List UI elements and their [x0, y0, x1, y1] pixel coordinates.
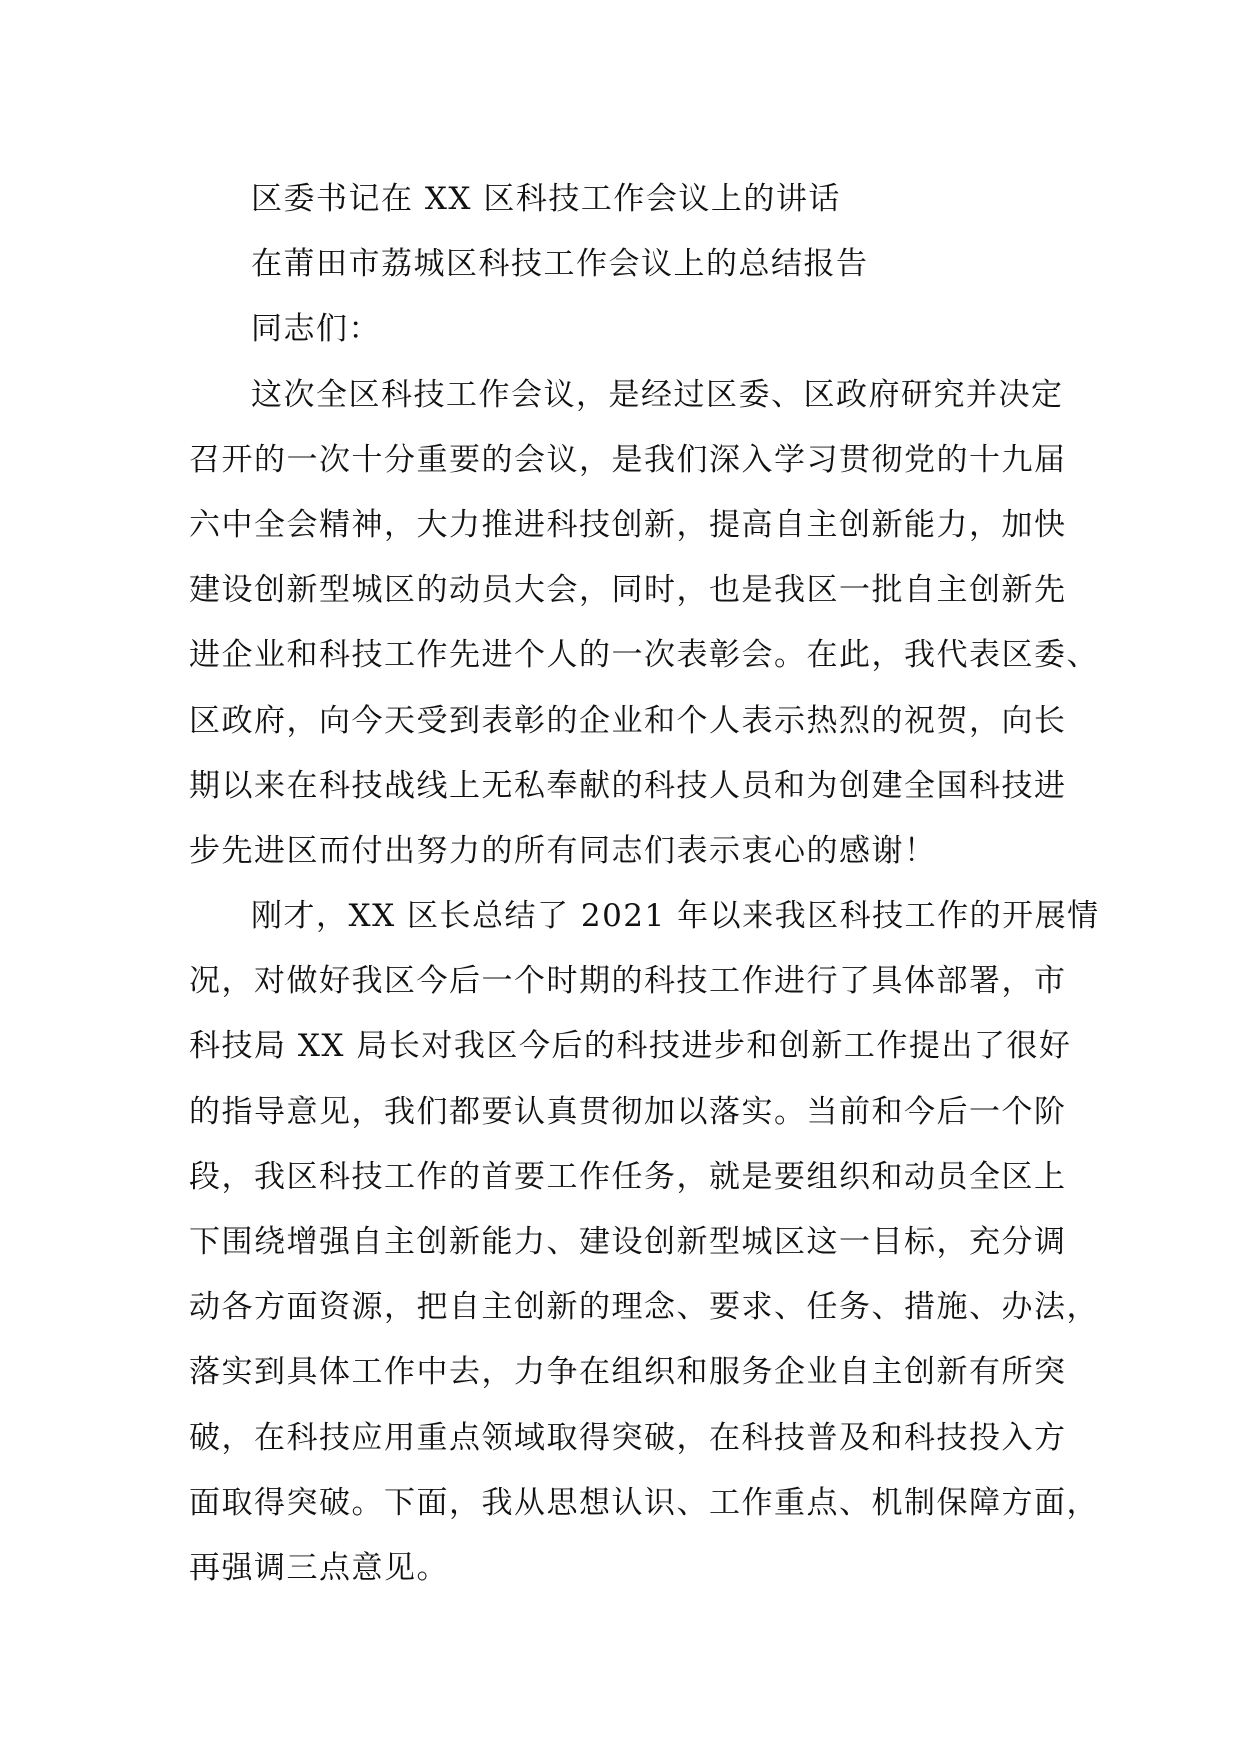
- paragraph-line: 刚才，XX 区长总结了 2021 年以来我区科技工作的开展情: [251, 898, 1100, 935]
- paragraph-line: 进企业和科技工作先进个人的一次表彰会。在此，我代表区委、: [189, 637, 1099, 674]
- paragraph-line: 落实到具体工作中去，力争在组织和服务企业自主创新有所突: [189, 1354, 1067, 1391]
- paragraph-line: 破，在科技应用重点领域取得突破，在科技普及和科技投入方: [189, 1419, 1067, 1456]
- paragraph-line: 六中全会精神，大力推进科技创新，提高自主创新能力，加快: [189, 506, 1067, 543]
- paragraph-line: 步先进区而付出努力的所有同志们表示衷心的感谢！: [189, 832, 937, 869]
- document-body: [189, 167, 1100, 1601]
- paragraph-line: 段，我区科技工作的首要工作任务，就是要组织和动员全区上: [189, 1158, 1067, 1195]
- paragraph-line: 期以来在科技战线上无私奉献的科技人员和为创建全国科技进: [189, 767, 1067, 804]
- paragraph-line: 面取得突破。下面，我从思想认识、工作重点、机制保障方面，: [189, 1484, 1099, 1521]
- document-subtitle: 在莆田市荔城区科技工作会议上的总结报告: [251, 246, 869, 283]
- paragraph-line: 再强调三点意见。: [189, 1549, 449, 1586]
- salutation: 同志们：: [251, 311, 381, 348]
- paragraph-line: 动各方面资源，把自主创新的理念、要求、任务、措施、办法，: [189, 1289, 1099, 1326]
- document-title: 区委书记在 XX 区科技工作会议上的讲话: [251, 181, 841, 217]
- paragraph-2: [189, 884, 1100, 1601]
- paragraph-line: 下围绕增强自主创新能力、建设创新型城区这一目标，充分调: [189, 1224, 1067, 1260]
- paragraph-line: 召开的一次十分重要的会议，是我们深入学习贯彻党的十九届: [189, 441, 1067, 478]
- paragraph-line: 这次全区科技工作会议，是经过区委、区政府研究并决定: [251, 376, 1064, 413]
- paragraph-line: 况，对做好我区今后一个时期的科技工作进行了具体部署，市: [189, 963, 1067, 1000]
- paragraph-line: 区政府，向今天受到表彰的企业和个人表示热烈的祝贺，向长: [189, 702, 1067, 739]
- paragraph-1: [189, 363, 1099, 885]
- paragraph-line: 建设创新型城区的动员大会，同时，也是我区一批自主创新先: [189, 572, 1067, 609]
- paragraph-line: 的指导意见，我们都要认真贯彻加以落实。当前和今后一个阶: [189, 1093, 1067, 1130]
- paragraph-line: 科技局 XX 局长对我区今后的科技进步和创新工作提出了很好: [189, 1028, 1072, 1065]
